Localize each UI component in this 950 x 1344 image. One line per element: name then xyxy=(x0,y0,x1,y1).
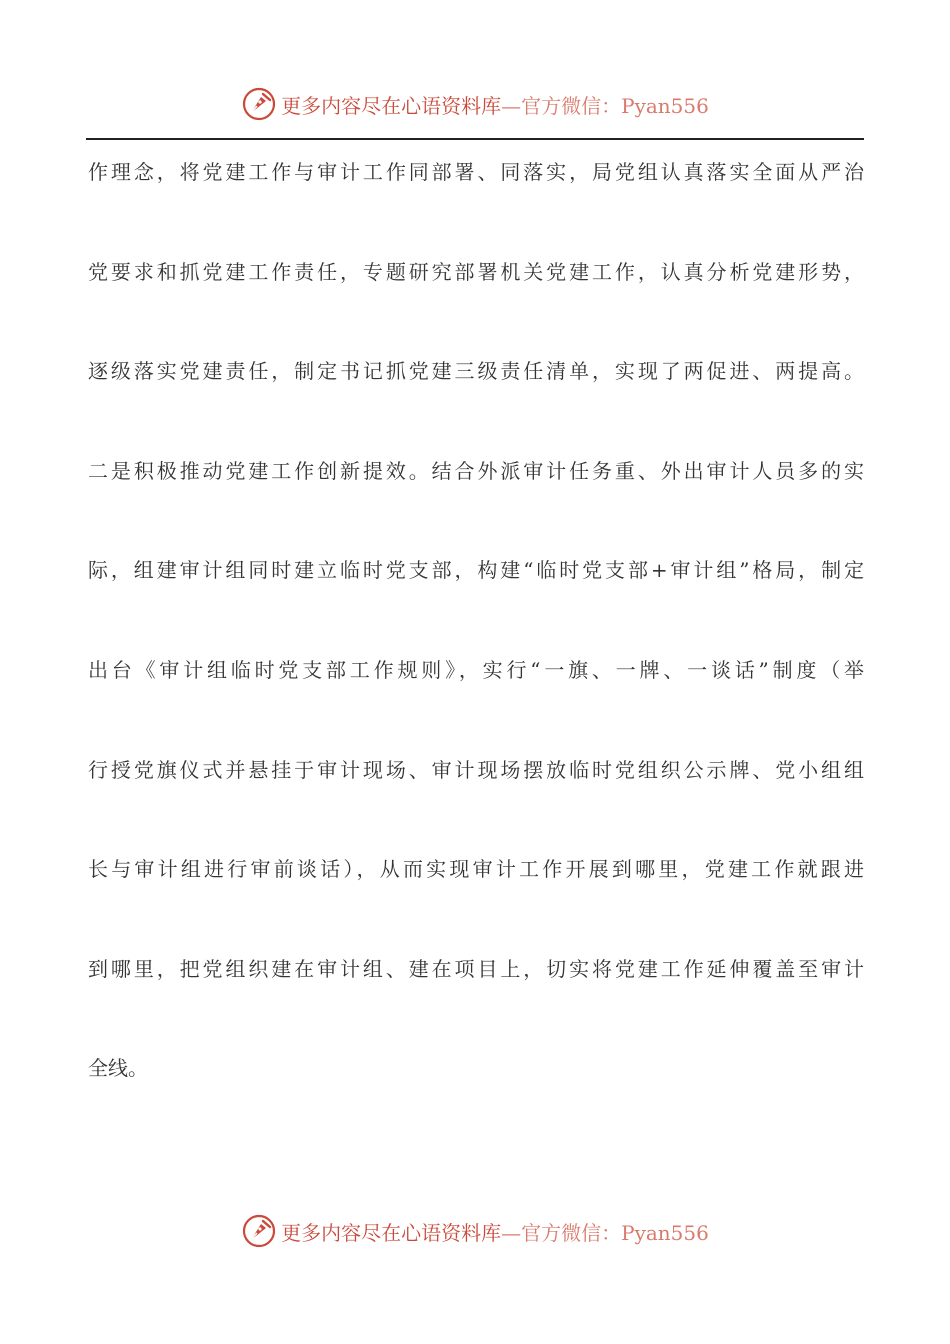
paragraph-line: 到哪里，把党组织建在审计组、建在项目上，切实将党建工作延伸覆盖至审计 xyxy=(88,956,864,981)
paragraph-line: 行授党旗仪式并悬挂于审计现场、审计现场摆放临时党组织公示牌、党小组组 xyxy=(88,757,864,782)
paragraph-line: 作理念，将党建工作与审计工作同部署、同落实，局党组认真落实全面从严治 xyxy=(88,160,864,184)
banner-text xyxy=(281,1217,709,1246)
banner-text xyxy=(281,90,709,119)
banner-text-rest: —官方微信：Pyan556 xyxy=(501,1220,709,1245)
header-banner xyxy=(0,84,950,124)
pen-nib-logo-icon xyxy=(241,86,277,122)
paragraph-line: 全线。 xyxy=(88,1056,148,1081)
paragraph-line: 际，组建审计组同时建立临时党支部，构建“临时党支部+审计组”格局，制定 xyxy=(88,558,864,583)
paragraph-line: 逐级落实党建责任，制定书记抓党建三级责任清单，实现了两促进、两提高。 xyxy=(88,359,864,384)
banner-text-rest: —官方微信：Pyan556 xyxy=(501,93,709,118)
header-divider xyxy=(86,138,864,140)
paragraph-line: 二是积极推动党建工作创新提效。结合外派审计任务重、外出审计人员多的实 xyxy=(88,458,864,483)
document-body xyxy=(88,150,864,1146)
pen-nib-logo-icon xyxy=(241,1213,277,1249)
paragraph-line: 党要求和抓党建工作责任，专题研究部署机关党建工作，认真分析党建形势， xyxy=(88,259,864,284)
banner-text-main: 更多内容尽在心语资料库 xyxy=(281,93,502,118)
banner-text-main: 更多内容尽在心语资料库 xyxy=(281,1220,502,1245)
paragraph-line: 长与审计组进行审前谈话），从而实现审计工作开展到哪里，党建工作就跟进 xyxy=(88,857,864,882)
paragraph-line: 出台《审计组临时党支部工作规则》，实行“一旗、一牌、一谈话”制度（举 xyxy=(88,657,864,682)
footer-banner xyxy=(0,1211,950,1251)
